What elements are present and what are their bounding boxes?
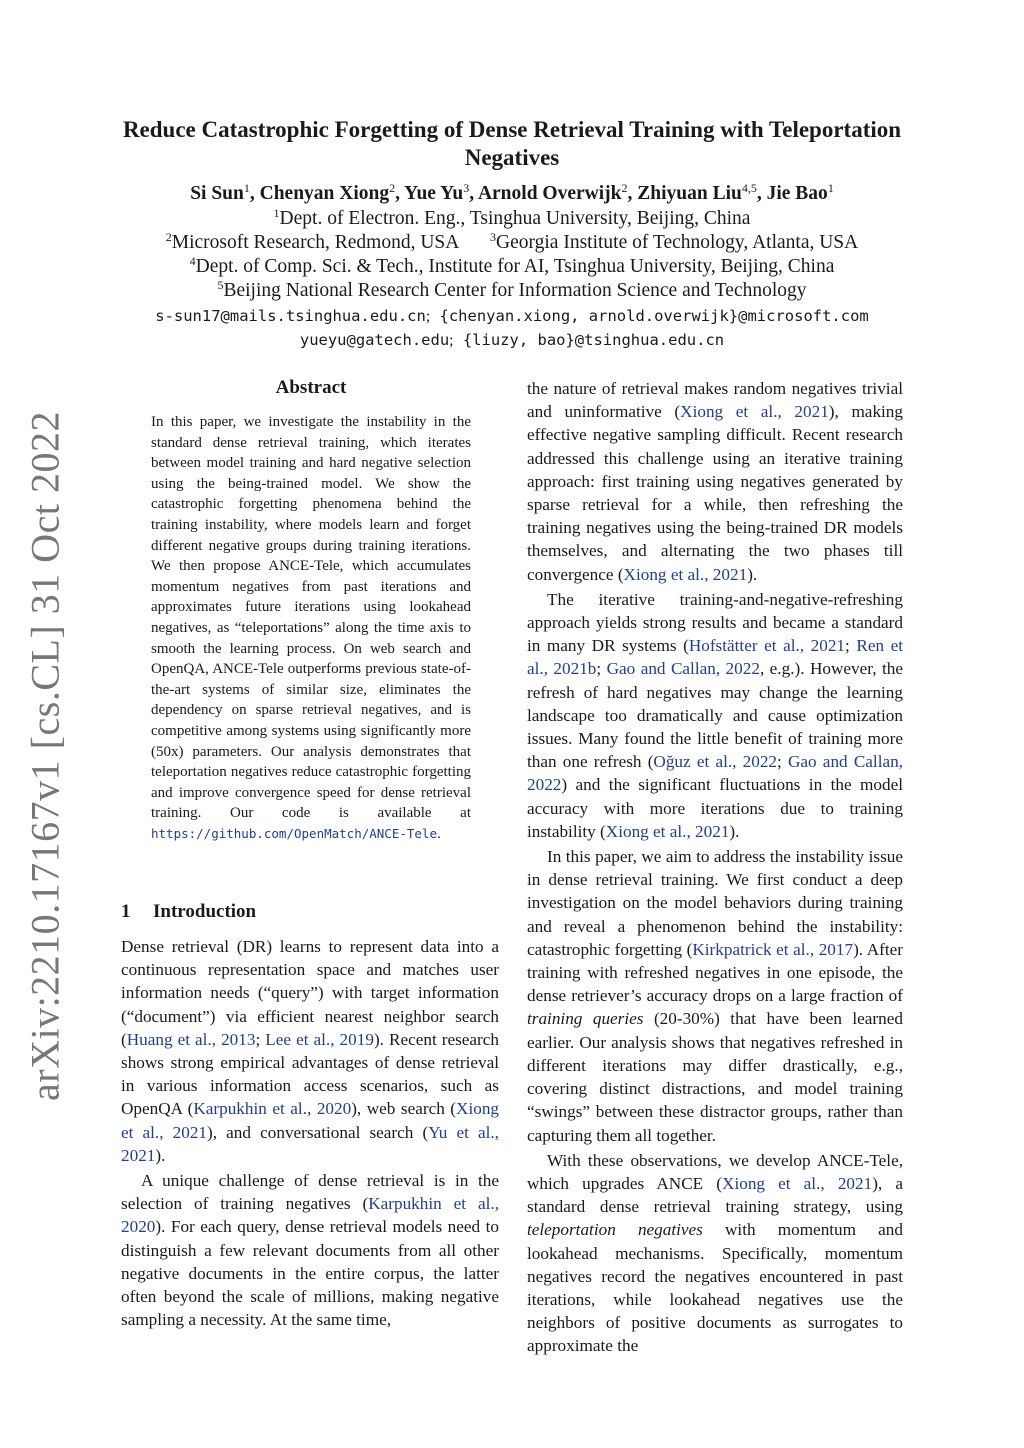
citation-link[interactable]: Xiong et al., 2021 [680,402,829,422]
paragraph-text: ) and the significant fluctuations in the model accuracy with more iterations due to training instability ( [527,775,903,841]
author-name: Si Sun [190,183,244,204]
paragraph-text: ). Recent research shows strong empirical advantages of dense retrieval in various information access scenarios, such as OpenQA ( [121,1029,499,1119]
citation-link[interactable]: Karpukhin et al., 2020 [193,1099,352,1119]
intro-paragraph-4 [527,845,903,1147]
affiliation-text: Beijing National Research Center for Information Science and Technology [223,280,807,301]
citation-link[interactable]: Hofstätter et al., 2021 [688,636,846,656]
citation-separator: ; [845,636,857,656]
citation-link[interactable]: Xiong et al., 2021 [722,1173,873,1193]
author-name: Jie Bao [766,183,828,204]
paragraph-text: ). [155,1145,166,1165]
citation-link[interactable]: Ren et al., 2021b [527,636,904,679]
paragraph-text: , e.g.). However, the refresh of hard negatives may change the learning landscape too dramatically and cause optimization issues. Many found the little benefit of training more than one refresh ( [527,659,903,772]
affiliation-number: 3 [490,230,497,244]
paragraph-text: Dense retrieval (DR) learns to represent data into a continuous representation space and matches user information needs (“query”) with target information (“document”) via efficient nearest neighbor search ( [121,937,499,1049]
intro-paragraph-3 [527,588,903,843]
arxiv-identifier [22,410,68,1102]
citation-link[interactable]: Oğuz et al., 2022 [653,752,778,772]
author-affiliation-mark: 2 [621,181,628,195]
author-name: Yue Yu [404,183,464,204]
author-affiliation-mark: 2 [389,181,396,195]
right-column [527,377,903,1358]
email-line-2 [100,329,924,352]
paragraph-text: ), a standard dense retrieval training strategy, using [527,1173,903,1217]
intro-paragraph-2-continued [527,377,903,586]
paragraph-text: The iterative training-and-negative-refreshing approach yields strong results and became a standard in many DR systems ( [527,589,903,656]
paragraph-text: With these observations, we develop ANCE-Tele, which upgrades ANCE ( [527,1150,903,1193]
citation-link[interactable]: Huang et al., 2013 [126,1029,256,1049]
citation-separator: ; [255,1029,266,1049]
left-column [121,935,499,1331]
author-name: Zhiyuan Liu [637,183,742,204]
intro-paragraph-2 [121,1169,499,1331]
affiliation-1 [110,207,914,231]
citation-link[interactable]: Karpukhin et al., 2020 [121,1194,499,1237]
email-separator: ; [425,308,431,325]
abstract-heading: Abstract [275,377,347,398]
paragraph-text: (20-30%) that have been learned earlier. Our analysis shows that negatives refreshed in different iterations may differ drastically, e.g., covering distinct distractions, and model training “swings” between these distractor groups, rather than capturing them all together. [527,1009,903,1145]
code-link[interactable]: https://github.com/OpenMatch/ANCE-Tele [151,825,437,841]
affiliation-2-3 [110,231,914,255]
affiliation-text: Microsoft Research, Redmond, USA [171,232,459,253]
citation-link[interactable]: Gao and Callan, 2022 [606,659,760,679]
author-affiliation-mark: 3 [463,181,470,195]
paragraph-text: ). For each query, dense retrieval models need to distinguish a few relevant documents from all other negative documents in the entire corpus, the latter often beyond the scale of millions, making negative sampling a necessity. At the same time, [121,1217,499,1330]
citation-link[interactable]: Xiong et al., 2021 [121,1099,499,1142]
abstract-end: . [436,825,441,842]
affiliation-text: Dept. of Electron. Eng., Tsinghua University, Beijing, China [279,208,751,229]
email-address[interactable]: {liuzy, bao}@tsinghua.edu.cn [462,331,725,349]
citation-link[interactable]: Xiong et al., 2021 [605,821,730,841]
affiliation-number: 4 [189,254,196,268]
paragraph-text: In this paper, we aim to address the instability issue in dense retrieval training. We first conduct a deep investigation on the model behaviors during training and reveal a phenomenon behind the instability: catastrophic forgetting ( [527,847,903,959]
paper-title: Reduce Catastrophic Forgetting of Dense Retrieval Training with Teleportation Negatives [122,117,902,170]
section-heading-introduction [121,900,501,924]
intro-paragraph-1 [121,935,499,1167]
section-title: Introduction [153,901,257,922]
paragraph-text: ), and conversational search ( [207,1122,429,1142]
paragraph-text: ). [747,564,758,584]
affiliation-number: 2 [165,230,172,244]
affiliation-text: Georgia Institute of Technology, Atlanta, USA [496,232,859,253]
citation-link[interactable]: Lee et al., 2019 [265,1029,374,1049]
author-affiliation-mark: 1 [827,181,834,195]
author-affiliation-mark: 4,5 [741,181,757,195]
citation-separator: ; [777,752,788,772]
paragraph-text: ). After training with refreshed negatives in one episode, the dense retriever’s accuracy drops on a large fraction of [527,939,903,1006]
affiliation-number: 5 [217,278,224,292]
intro-paragraph-5 [527,1149,903,1358]
author-name: Arnold Overwijk [477,183,622,204]
email-address[interactable]: s-sun17@mails.tsinghua.edu.cn [155,307,426,325]
email-separator: ; [449,332,454,349]
citation-link[interactable]: Xiong et al., 2021 [623,564,748,584]
citation-link[interactable]: Yu et al., 2021 [121,1122,499,1165]
author-list: Si Sun$^1$, Chenyan Xiong$^2$, Yue Yu$^3$, Arnold Overwijk$^2$, Zhiyuan Liu$^{4,5}$, Jie Bao$^1$ [190,181,834,204]
paragraph-text: A unique challenge of dense retrieval is in the selection of training negatives ( [121,1171,499,1214]
paragraph-text: ), web search ( [351,1099,457,1119]
citation-link[interactable]: Gao and Callan, 2022 [527,752,903,795]
affiliation-4 [110,255,914,279]
email-address[interactable]: yueyu@gatech.edu [299,331,450,349]
paragraph-text: ). [729,821,740,841]
paragraph-text: the nature of retrieval makes random negatives trivial and uninformative ( [527,379,903,422]
affiliation-text: Dept. of Comp. Sci. & Tech., Institute for AI, Tsinghua University, Beijing, China [195,256,835,277]
emphasis-text: teleportation negatives [527,1220,703,1240]
citation-link[interactable]: Kirkpatrick et al., 2017 [692,939,854,959]
abstract-text: In this paper, we investigate the instability in the standard dense retrieval training, which iterates between model training and hard negative selection using the being-trained model. We show the catastrophic forgetting phenomena behind the training instability, where models learn and forget different negative groups during training iterations. We then propose ANCE-Tele, which accumulates momentum negatives from past iterations and approximates future iterations using lookahead negatives, as “teleportations” along the time axis to smooth the learning process. On web search and OpenQA, ANCE-Tele outperforms previous state-of-the-art systems of similar size, eliminates the dependency on sparse retrieval negatives, and is competitive among systems using significantly more (50x) parameters. Our analysis demonstrates that teleportation negatives reduce catastrophic forgetting and improve convergence speed for dense retrieval training. Our code is available at [151,414,471,822]
affiliation-5 [110,279,914,303]
abstract-body [151,412,471,844]
email-address[interactable]: {chenyan.xiong, arnold.overwijk}@microsoft.com [439,307,869,325]
affiliation-number: 1 [273,206,280,220]
email-line-1 [100,305,924,328]
paragraph-text: with momentum and lookahead mechanisms. Specifically, momentum negatives record the negatives encountered in past iterations, while lookahead negatives use the neighbors of positive documents as surrogates to approximate the [527,1220,903,1356]
author-name: Chenyan Xiong [259,183,390,204]
emphasis-text: training queries [527,1009,644,1029]
citation-separator: ; [596,659,607,679]
arxiv-identifier-text: arXiv:2210.17167v1 [cs.CL] 31 Oct 2022 [22,410,68,1102]
paragraph-text: ), making effective negative sampling difficult. Recent research addressed this challenge using an iterative training approach: first training using negatives generated by sparse retrieval for a while, then refreshing the training negatives using the being-trained DR models themselves, and alternating the two phases till convergence ( [527,402,903,584]
author-affiliation-mark: 1 [243,181,250,195]
section-number: 1 [121,901,131,922]
